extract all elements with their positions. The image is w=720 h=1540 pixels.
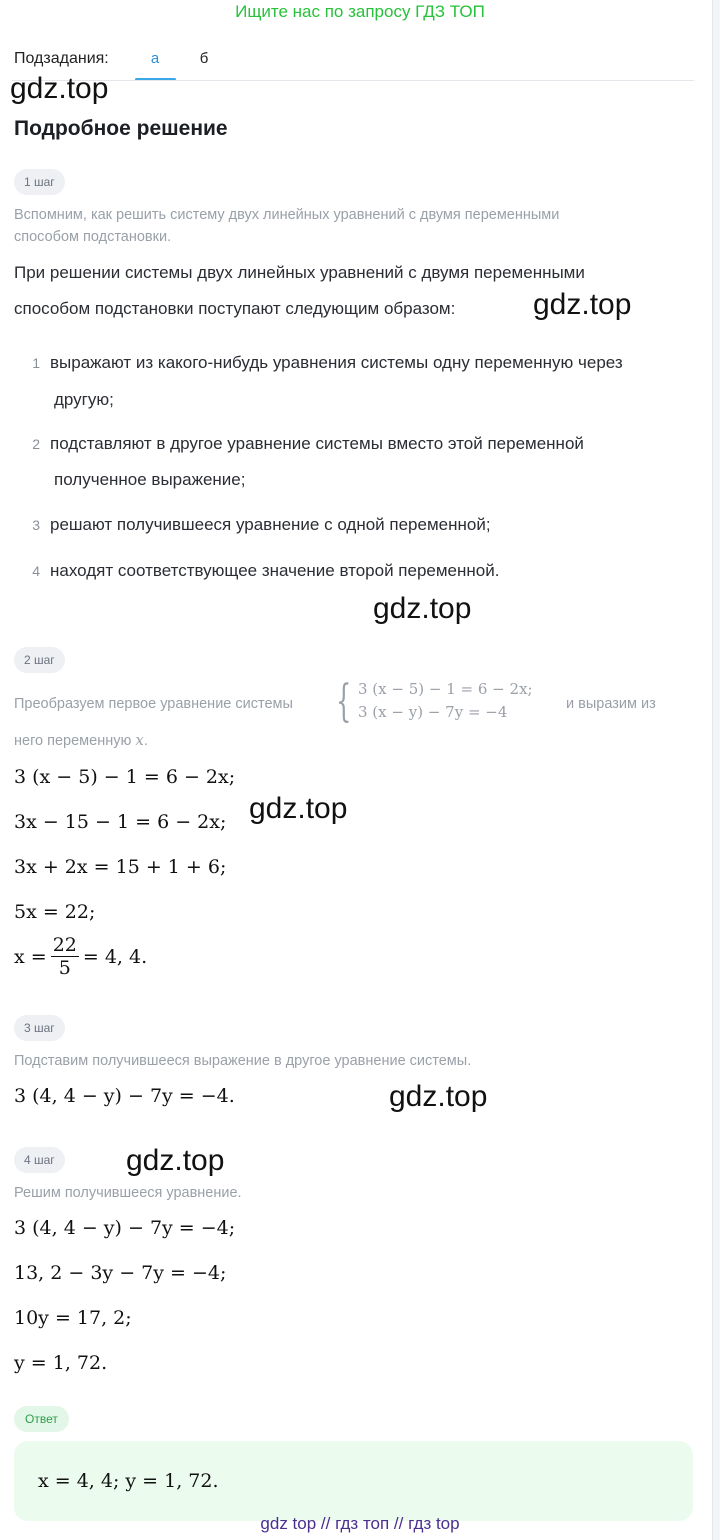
equation: y = 1, 72. xyxy=(14,1352,108,1374)
list-item-number: 4 xyxy=(32,563,40,579)
list-item-text: другую; xyxy=(54,390,114,409)
equation: 3 (x − 5) − 1 = 6 − 2x; xyxy=(14,766,236,788)
equation: 3 (4, 4 − y) − 7y = −4. xyxy=(14,1085,235,1107)
footer-links[interactable]: gdz top // гдз топ // гдз top xyxy=(260,1514,460,1533)
equation-fraction: x = $\frac{22}{5}$ = 4, 4. xyxy=(14,934,148,979)
answer-text: x = 4, 4; y = 1, 72. xyxy=(38,1470,219,1492)
step1-hint-line2: способом подстановки. xyxy=(14,229,172,245)
system-equation-2: 3 (x − y) − 7y = −4 xyxy=(358,703,508,721)
list-item-number: 3 xyxy=(32,517,40,533)
equation: 3x + 2x = 15 + 1 + 6; xyxy=(14,856,227,878)
watermark: gdz.top xyxy=(373,592,472,625)
step-badge-1: 1 шаг xyxy=(14,169,65,195)
tab-subtask-a[interactable]: а xyxy=(150,50,160,67)
list-item-number: 2 xyxy=(32,436,40,452)
equation: 5x = 22; xyxy=(14,901,96,923)
watermark: gdz.top xyxy=(249,792,348,825)
tabs-divider xyxy=(12,80,694,81)
list-item-text: полученное выражение; xyxy=(54,470,246,489)
step1-para-line1: При решении системы двух линейных уравнений с двумя переменными xyxy=(14,263,585,282)
step2-hint-after: и выразим из xyxy=(566,696,656,712)
system-equation-1: 3 (x − 5) − 1 = 6 − 2x; xyxy=(358,680,533,698)
section-title: Подробное решение xyxy=(14,117,228,140)
watermark: gdz.top xyxy=(10,72,109,105)
watermark: gdz.top xyxy=(126,1144,225,1177)
list-item-number: 1 xyxy=(32,355,40,371)
equation: 10y = 17, 2; xyxy=(14,1307,132,1329)
step-badge-3: 3 шаг xyxy=(14,1015,65,1041)
step-badge-4: 4 шаг xyxy=(14,1147,65,1173)
equation: 3 (4, 4 − y) − 7y = −4; xyxy=(14,1217,236,1239)
watermark: gdz.top xyxy=(533,288,632,321)
list-item-text: находят соответствующее значение второй переменной. xyxy=(50,561,500,580)
system-brace: { xyxy=(336,676,352,727)
promo-banner[interactable]: Ищите нас по запросу ГДЗ ТОП xyxy=(235,2,485,21)
list-item-text: выражают из какого-нибудь уравнения системы одну переменную через xyxy=(50,353,623,372)
subtasks-label: Подзадания: xyxy=(14,50,109,67)
step4-hint: Решим получившееся уравнение. xyxy=(14,1185,242,1201)
list-item-text: подставляют в другое уравнение системы вместо этой переменной xyxy=(50,434,584,453)
answer-badge: Ответ xyxy=(14,1406,69,1432)
equation: 13, 2 − 3y − 7y = −4; xyxy=(14,1262,227,1284)
step3-hint: Подставим получившееся выражение в другое уравнение системы. xyxy=(14,1053,472,1069)
step-badge-2: 2 шаг xyxy=(14,647,65,673)
step2-hint-line2: него переменную x. xyxy=(14,731,148,749)
step1-hint-line1: Вспомним, как решить систему двух линейных уравнений с двумя переменными xyxy=(14,207,560,223)
scrollbar-track[interactable] xyxy=(712,0,720,1540)
tab-subtask-b[interactable]: б xyxy=(199,50,209,67)
step1-para-line2: способом подстановки поступают следующим образом: xyxy=(14,299,456,318)
step2-hint-before: Преобразуем первое уравнение системы xyxy=(14,696,293,712)
equation: 3x − 15 − 1 = 6 − 2x; xyxy=(14,811,227,833)
list-item-text: решают получившееся уравнение с одной переменной; xyxy=(50,515,491,534)
watermark: gdz.top xyxy=(389,1080,488,1113)
